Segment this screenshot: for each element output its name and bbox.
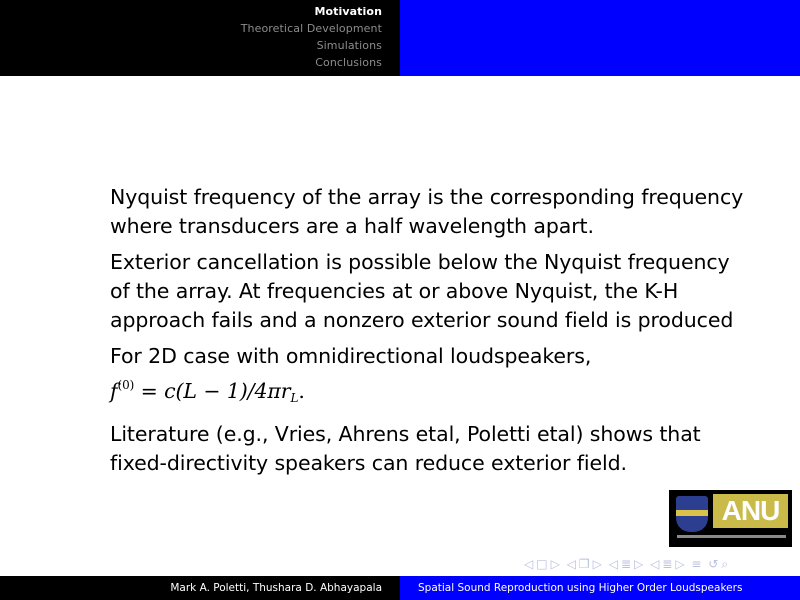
nav-frame-prev-icon[interactable]: ◁ [524, 557, 534, 571]
paragraph-exterior-cancellation: Exterior cancellation is possible below the Nyquist frequency of the array. At frequencies at or above Nyquist, the K-H approach fails and a nonzero exterior sound field is produced [110, 250, 734, 332]
nav-section-motivation[interactable]: Motivation [314, 5, 382, 18]
back-icon[interactable]: ↺ [708, 557, 719, 571]
logo-subline [677, 535, 786, 538]
nav-frame-next-icon[interactable]: ▷ [550, 557, 560, 571]
footer-title: Spatial Sound Reproduction using Higher Order Loudspeakers [400, 576, 800, 600]
formula-rhs: = c(L − 1)/4πr [134, 379, 291, 403]
crest-icon [676, 496, 708, 532]
paragraph-nyquist-definition: Nyquist frequency of the array is the corresponding frequency where transducers are a half wavelength apart. [110, 185, 744, 238]
nav-subsection-prev-icon[interactable]: ◁ [566, 557, 576, 571]
anu-logo [669, 490, 792, 547]
nav-section-theoretical-development[interactable]: Theoretical Development [240, 22, 382, 35]
paragraph-2d-case [110, 342, 750, 413]
nav-section-simulations[interactable]: Simulations [316, 39, 382, 52]
section-icon[interactable]: ≣ [620, 557, 631, 571]
formula-subscript: L [290, 391, 299, 405]
nav-doc-next-icon[interactable]: ▷ [675, 557, 685, 571]
nav-doc-prev-icon[interactable]: ◁ [650, 557, 660, 571]
footer-authors: Mark A. Poletti, Thushara D. Abhayapala [0, 576, 400, 600]
paragraph-2d-case-text: For 2D case with omnidirectional loudspeakers, [110, 344, 592, 368]
formula-end: . [298, 379, 305, 403]
subsection-icon[interactable]: ❐ [578, 557, 590, 571]
beamer-navigation-symbols [524, 556, 796, 572]
nav-section-next-icon[interactable]: ▷ [634, 557, 644, 571]
nav-section-prev-icon[interactable]: ◁ [608, 557, 618, 571]
formula-superscript: (0) [117, 378, 135, 392]
slide-content [110, 183, 750, 485]
nav-subsection-next-icon[interactable]: ▷ [592, 557, 602, 571]
search-icon[interactable]: ⌕ [721, 557, 729, 571]
logo-text: ANU [713, 494, 788, 528]
formula-f: f [110, 379, 118, 403]
paragraph-literature: Literature (e.g., Vries, Ahrens etal, Poletti etal) shows that fixed-directivity speakers can reduce exterior field. [110, 422, 701, 475]
nav-section-conclusions[interactable]: Conclusions [315, 56, 382, 69]
header-blue-bar [400, 0, 800, 76]
appendix-icon[interactable]: ≡ [691, 557, 702, 571]
document-icon[interactable]: ≣ [662, 557, 673, 571]
frame-icon[interactable]: □ [536, 557, 548, 571]
nyquist-formula [110, 379, 305, 403]
header-section-nav [0, 0, 400, 76]
